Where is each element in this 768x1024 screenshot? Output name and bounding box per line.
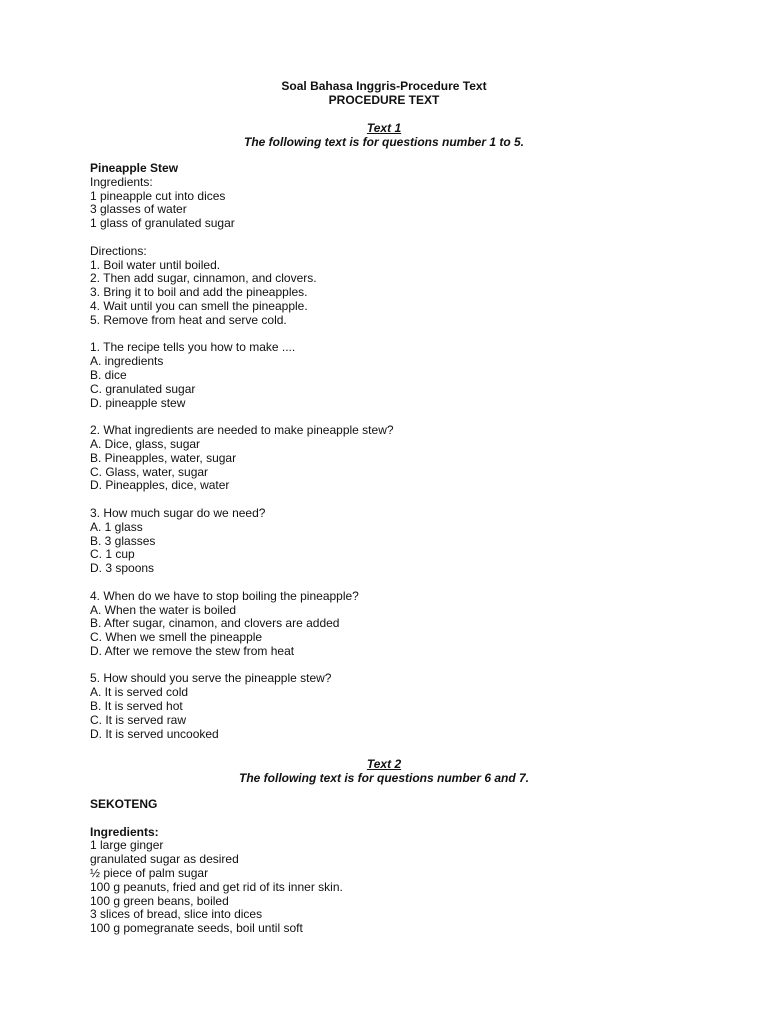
option: C. When we smell the pineapple: [90, 630, 263, 645]
text2-recipe: [90, 798, 690, 936]
option: B. 3 glasses: [90, 533, 156, 548]
option: B. After sugar, cinamon, and clovers are added: [90, 616, 340, 631]
question-4: 4. When do we have to stop boiling the pineapple?: [90, 588, 359, 603]
text1-instruction: The following text is for questions number 1 to 5.: [243, 135, 525, 149]
ingredient-line: 1 large ginger: [90, 838, 164, 853]
question-3: 3. How much sugar do we need?: [90, 505, 266, 520]
option: B. Pineapples, water, sugar: [90, 450, 237, 465]
option: C. granulated sugar: [90, 381, 196, 396]
ingredient-line: 3 slices of bread, slice into dices: [90, 907, 263, 922]
direction-step: 2. Then add sugar, cinnamon, and clovers.: [90, 271, 317, 286]
ingredient-line: 3 glasses of water: [90, 202, 187, 217]
option: D. It is served uncooked: [90, 726, 219, 741]
direction-step: 3. Bring it to boil and add the pineapples.: [90, 285, 308, 300]
ingredient-line: granulated sugar as desired: [90, 852, 239, 867]
option: D. 3 spoons: [90, 561, 155, 576]
ingredients-label: Ingredients:: [90, 824, 159, 839]
ingredient-line: 100 g pomegranate seeds, boil until soft: [90, 921, 303, 936]
option: D. After we remove the stew from heat: [90, 643, 295, 658]
question-2: 2. What ingredients are needed to make pineapple stew?: [90, 423, 394, 438]
directions-label: Directions:: [90, 243, 147, 258]
direction-step: 1. Boil water until boiled.: [90, 257, 221, 272]
option: C. Glass, water, sugar: [90, 464, 209, 479]
direction-step: 4. Wait until you can smell the pineapple.: [90, 298, 308, 313]
option: B. dice: [90, 367, 127, 382]
option: D. pineapple stew: [90, 395, 186, 410]
document-subtitle: PROCEDURE TEXT: [328, 93, 440, 107]
document-title: Soal Bahasa Inggris-Procedure Text: [281, 79, 487, 93]
text2-label: Text 2: [366, 757, 402, 771]
direction-step: 5. Remove from heat and serve cold.: [90, 312, 287, 327]
text1-recipe: [90, 162, 690, 741]
option: A. ingredients: [90, 354, 164, 369]
option: C. It is served raw: [90, 712, 187, 727]
option: C. 1 cup: [90, 547, 135, 562]
text2-instruction: The following text is for questions number 6 and 7.: [238, 771, 530, 785]
recipe-title: Pineapple Stew: [90, 161, 179, 175]
ingredient-line: 100 g green beans, boiled: [90, 893, 229, 908]
question-5: 5. How should you serve the pineapple stew?: [90, 671, 332, 686]
ingredient-line: 1 glass of granulated sugar: [90, 216, 235, 231]
question-1: 1. The recipe tells you how to make ....: [90, 340, 296, 355]
option: A. 1 glass: [90, 519, 143, 534]
option: A. Dice, glass, sugar: [90, 436, 201, 451]
option: B. It is served hot: [90, 699, 183, 714]
recipe-title: SEKOTENG: [90, 797, 158, 811]
option: A. It is served cold: [90, 685, 189, 700]
ingredient-line: 1 pineapple cut into dices: [90, 188, 226, 203]
option: A. When the water is boiled: [90, 602, 237, 617]
text1-label: Text 1: [366, 121, 402, 135]
option: D. Pineapples, dice, water: [90, 478, 230, 493]
ingredients-label: Ingredients:: [90, 174, 153, 189]
ingredient-line: ½ piece of palm sugar: [90, 865, 209, 880]
ingredient-line: 100 g peanuts, fried and get rid of its inner skin.: [90, 879, 343, 894]
